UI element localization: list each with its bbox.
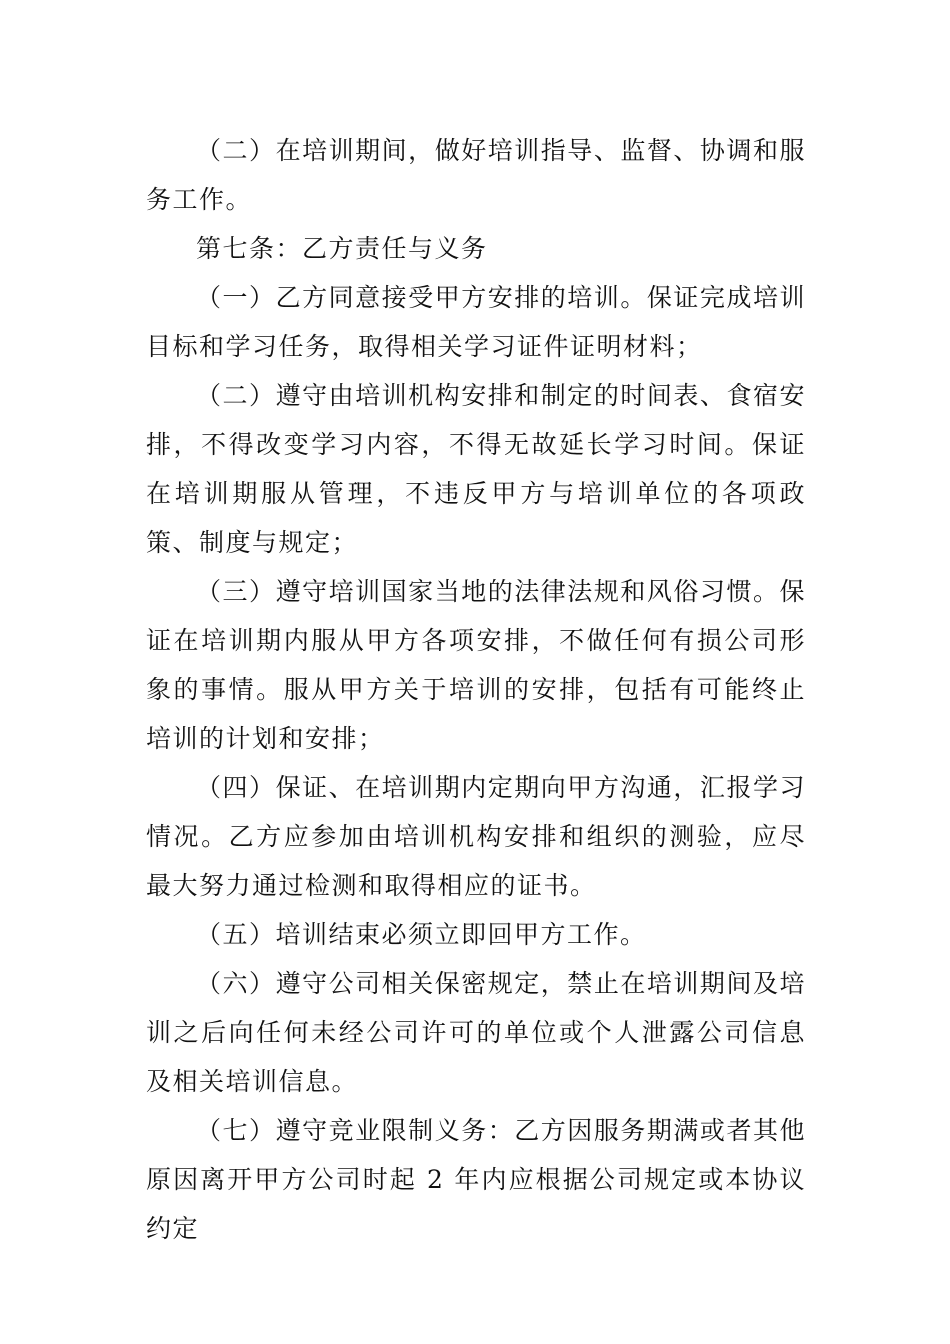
document-body — [146, 126, 806, 1253]
paragraph-party-b-duty-3: （三）遵守培训国家当地的法律法规和风俗习惯。保证在培训期内服从甲方各项安排，不做任何有损公司形象的事情。服从甲方关于培训的安排，包括有可能终止培训的计划和安排； — [146, 577, 806, 753]
paragraph-party-b-duty-2: （二）遵守由培训机构安排和制定的时间表、食宿安排，不得改变学习内容，不得无故延长学习时间。保证在培训期服从管理，不违反甲方与培训单位的各项政策、制度与规定； — [146, 381, 806, 557]
article-7-heading: 第七条：乙方责任与义务 — [196, 234, 488, 263]
paragraph-party-a-duty-2: （二）在培训期间，做好培训指导、监督、协调和服务工作。 — [146, 136, 806, 214]
paragraph-party-b-duty-1: （一）乙方同意接受甲方安排的培训。保证完成培训目标和学习任务，取得相关学习证件证明材料； — [146, 283, 806, 361]
paragraph-party-b-duty-4: （四）保证、在培训期内定期向甲方沟通，汇报学习情况。乙方应参加由培训机构安排和组织的测验，应尽最大努力通过检测和取得相应的证书。 — [146, 773, 806, 900]
paragraph-party-b-duty-5: （五）培训结束必须立即回甲方工作。 — [196, 920, 647, 949]
paragraph-party-b-duty-7: （七）遵守竞业限制义务：乙方因服务期满或者其他原因离开甲方公司时起 2 年内应根据公司规定或本协议约定 — [146, 1116, 806, 1243]
paragraph-party-b-duty-6: （六）遵守公司相关保密规定，禁止在培训期间及培训之后向任何未经公司许可的单位或个人泄露公司信息及相关培训信息。 — [146, 969, 806, 1096]
